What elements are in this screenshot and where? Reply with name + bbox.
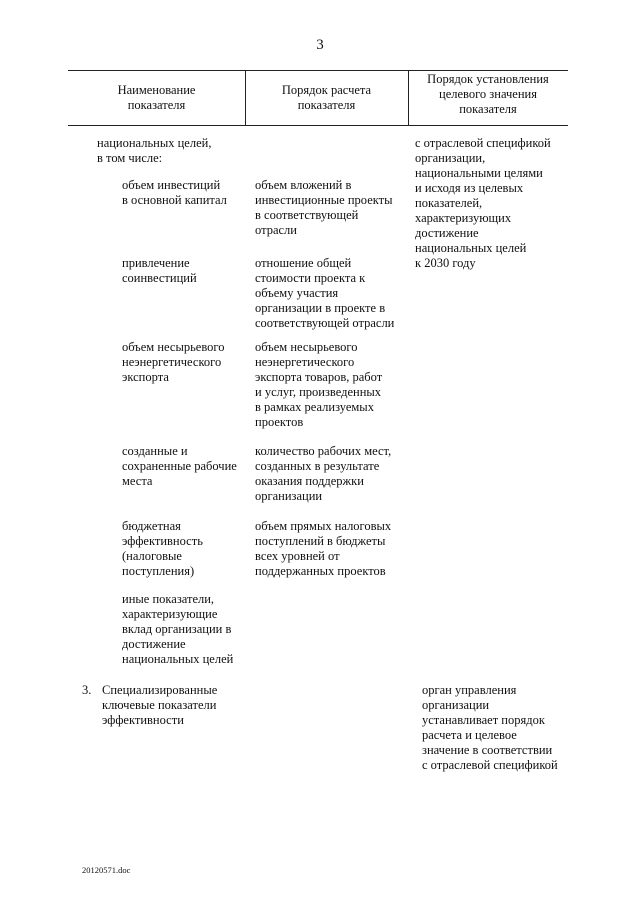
table-header-bottom-border [68,125,568,126]
row-name-co-investments: привлечение соинвестиций [122,256,197,285]
row-calc-co-investments: отношение общей стоимости проекта к объему участия организации в проекте в соответствующей отрасли [255,256,395,330]
row-calc-jobs: количество рабочих мест, созданных в результате оказания поддержки организации [255,444,392,503]
intro-text: национальных целей, в том числе: [97,136,212,165]
item-3-number: 3. [82,683,92,697]
row-name-budget-efficiency: бюджетная эффективность (налоговые поступления) [122,519,203,578]
item-3-target: орган управления организации устанавливает порядок расчета и целевое значение в соответствии с отраслевой спецификой [422,683,558,772]
target-setting-text: с отраслевой спецификой организации, национальными целями и исходя из целевых показателей, характеризующих достижение национальных целей к 2030 году [415,136,551,270]
header-calculation-order: Порядок расчета показателя [281,83,372,112]
row-name-jobs: созданные и сохраненные рабочие места [122,444,237,488]
header-indicator-name: Наименование показателя [117,83,196,112]
row-name-investments: объем инвестиций в основной капитал [122,178,227,207]
footer-filename: 20120571.doc [82,865,131,875]
table-top-border [68,70,568,71]
row-calc-budget-efficiency: объем прямых налоговых поступлений в бюджеты всех уровней от поддержанных проектов [255,519,392,578]
item-3-name: Специализированные ключевые показатели эффективности [102,683,218,727]
row-name-other-indicators: иные показатели, характеризующие вклад организации в достижение национальных целей [122,592,234,666]
row-calc-export: объем несырьевого неэнергетического экспорта товаров, работ и услуг, произведенных в рамках реализуемых проектов [255,340,383,429]
row-name-export: объем несырьевого неэнергетического экспорта [122,340,225,384]
page-number: 3 [316,37,324,53]
row-calc-investments: объем вложений в инвестиционные проекты в соответствующей отрасли [255,178,393,237]
header-target-setting-order: Порядок установления целевого значения показателя [427,72,549,116]
